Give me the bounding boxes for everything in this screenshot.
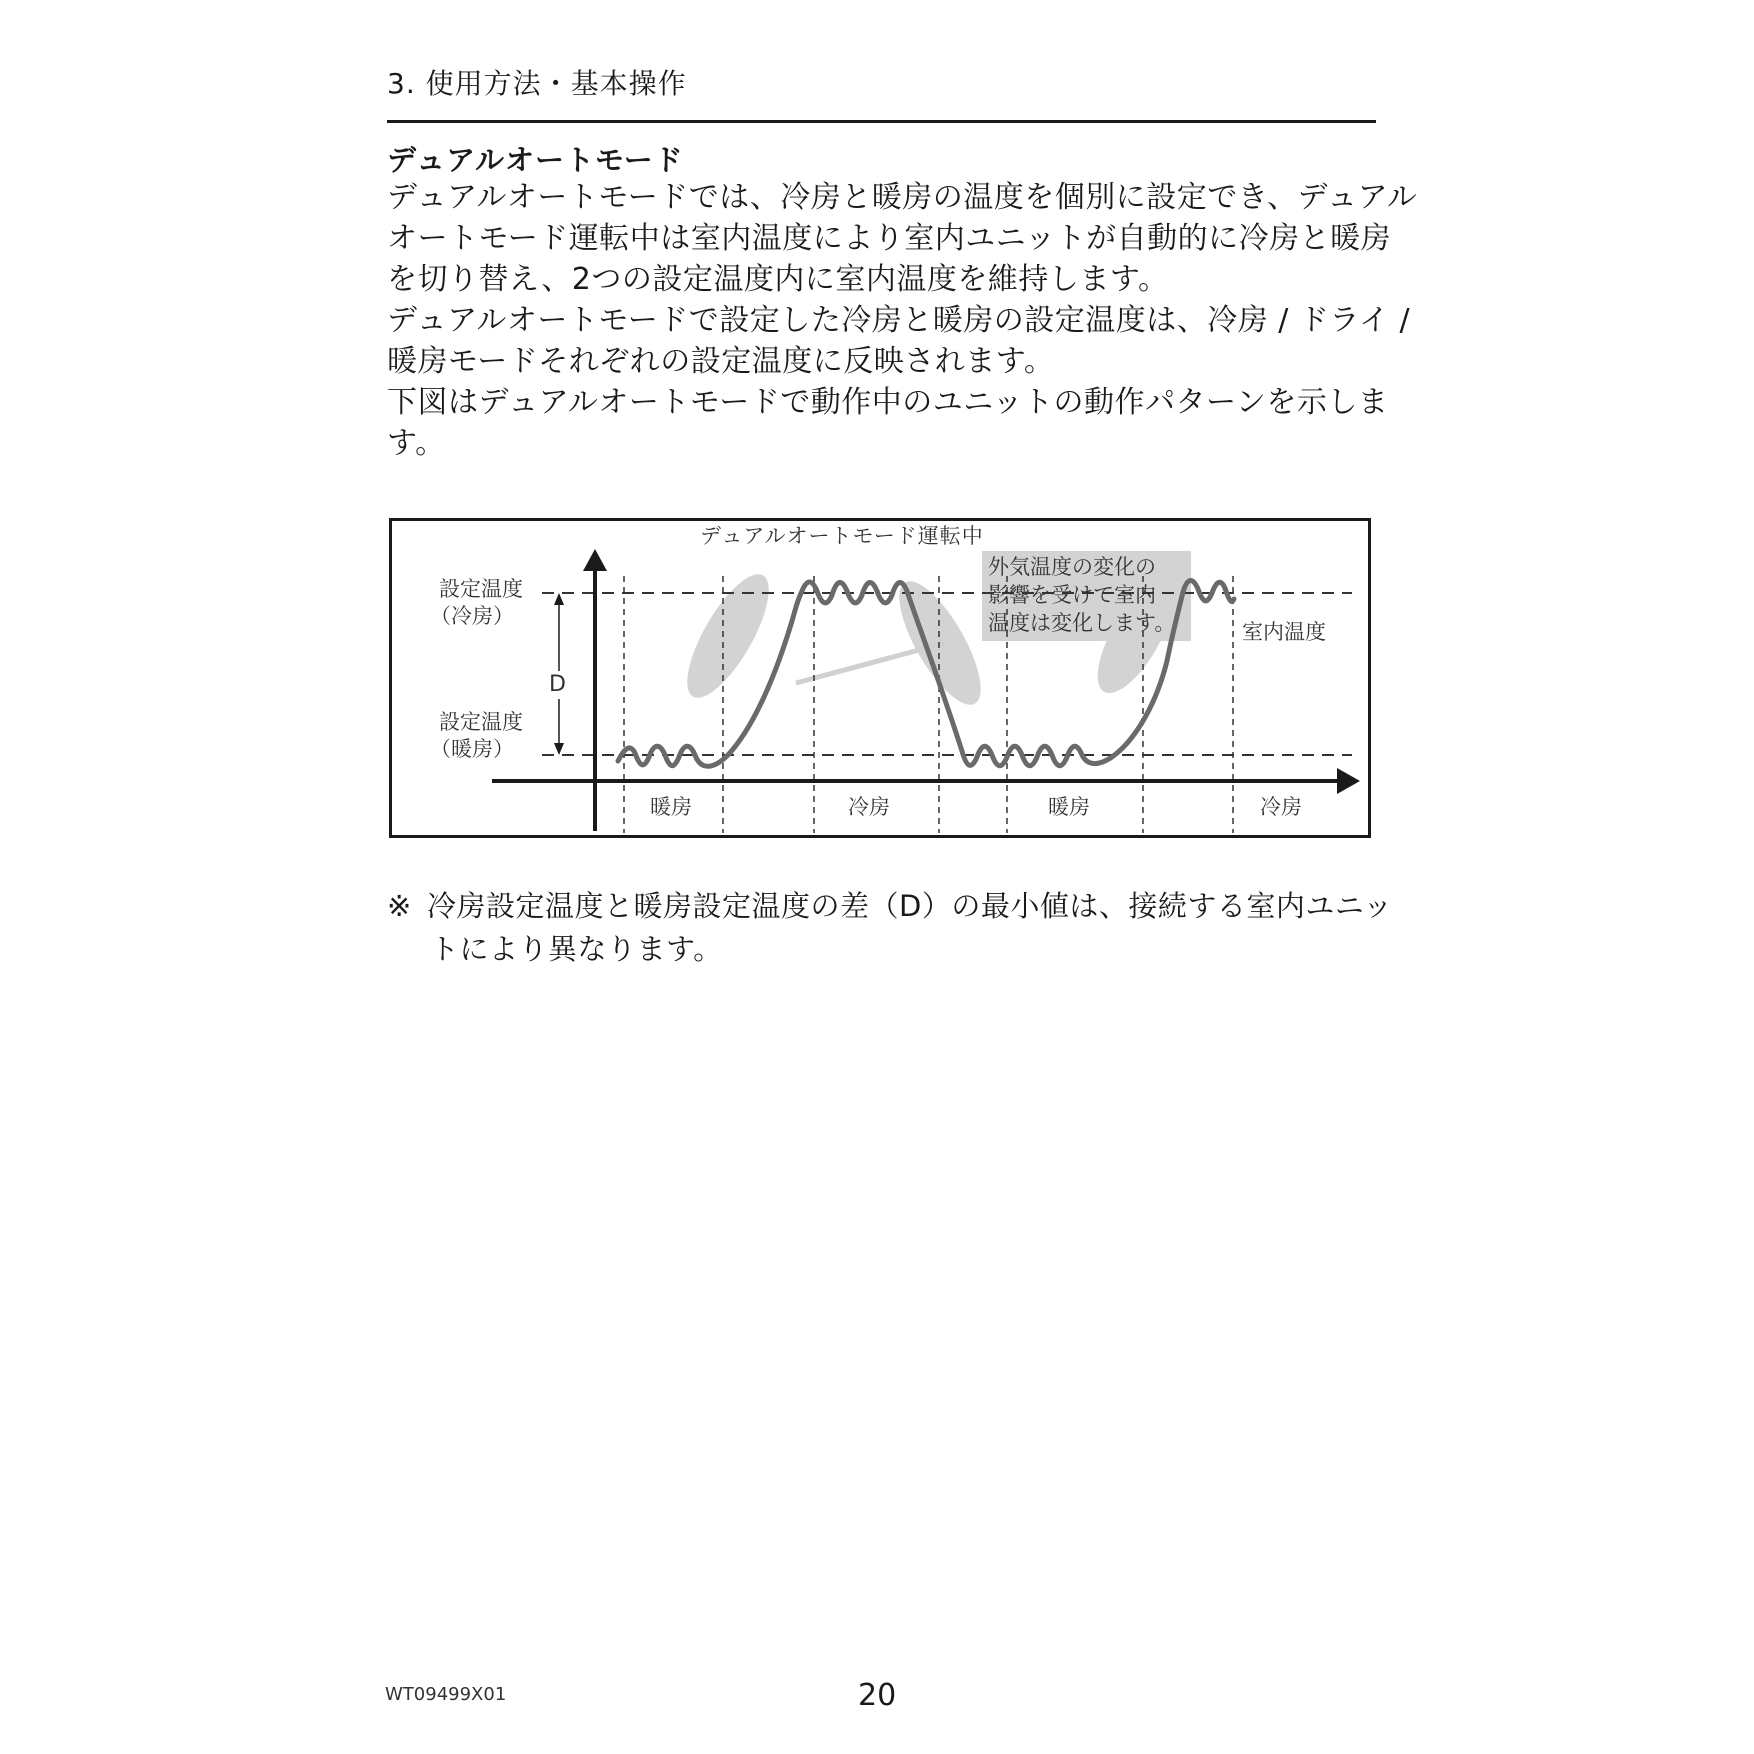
header-rule — [387, 120, 1376, 123]
text-line: 下図はデュアルオートモードで動作中のユニットの動作パターンを示しま — [387, 385, 1389, 420]
text-line: オートモード運転中は室内温度により室内ユニットが自動的に冷房と暖房 — [387, 221, 1392, 256]
paragraph-intro — [387, 177, 1418, 300]
y-axis-arrowhead — [583, 549, 607, 571]
footnote-line — [387, 885, 1393, 928]
mode-label-cool: 冷房 — [848, 795, 890, 819]
section-header: 3. 使用方法・基本操作 — [387, 67, 687, 100]
x-axis-arrowhead — [1337, 768, 1360, 794]
diagram-title: デュアルオートモード運転中 — [700, 524, 984, 548]
paragraph-figure-ref — [387, 382, 1387, 464]
paragraph-setpoints — [387, 300, 1411, 382]
text-line: デュアルオートモードでは、冷房と暖房の温度を個別に設定でき、デュアル — [387, 180, 1418, 215]
gap-arrowhead — [554, 743, 564, 755]
text-line: 暖房モードそれぞれの設定温度に反映されます。 — [387, 344, 1055, 379]
text-line: す。 — [387, 426, 446, 461]
gap-arrowhead — [554, 593, 564, 605]
diagram-svg — [392, 521, 1374, 841]
text-line: を切り替え、2つの設定温度内に室内温度を維持します。 — [387, 262, 1169, 297]
document-code: WT09499X01 — [385, 1684, 507, 1705]
cool-setpoint-label: 設定温度 — [439, 577, 523, 601]
callout-connector — [796, 643, 945, 683]
cool-setpoint-label: （冷房） — [430, 604, 514, 628]
callout-text: 影響を受けて室内 — [988, 583, 1156, 607]
mode-label-heat: 暖房 — [650, 795, 692, 819]
text-line: デュアルオートモードで設定した冷房と暖房の設定温度は、冷房 / ドライ / — [387, 303, 1411, 338]
footnote-text: 冷房設定温度と暖房設定温度の差（D）の最小値は、接続する室内ユニッ — [427, 889, 1393, 923]
dual-auto-diagram — [389, 518, 1371, 838]
page-number: 20 — [858, 1678, 897, 1713]
heat-setpoint-label: 設定温度 — [439, 710, 523, 734]
callout-text: 外気温度の変化の — [988, 555, 1156, 579]
gap-label: D — [549, 672, 566, 697]
heat-setpoint-label: （暖房） — [430, 737, 514, 761]
mode-label-heat: 暖房 — [1048, 795, 1090, 819]
footnote-mark: ※ — [387, 889, 412, 923]
mode-label-cool: 冷房 — [1260, 795, 1302, 819]
footnote — [387, 885, 1393, 971]
section-heading: デュアルオートモード — [387, 143, 684, 177]
room-temperature-label: 室内温度 — [1242, 620, 1326, 644]
footnote-line: トにより異なります。 — [430, 932, 723, 966]
callout-text: 温度は変化します。 — [988, 611, 1176, 635]
